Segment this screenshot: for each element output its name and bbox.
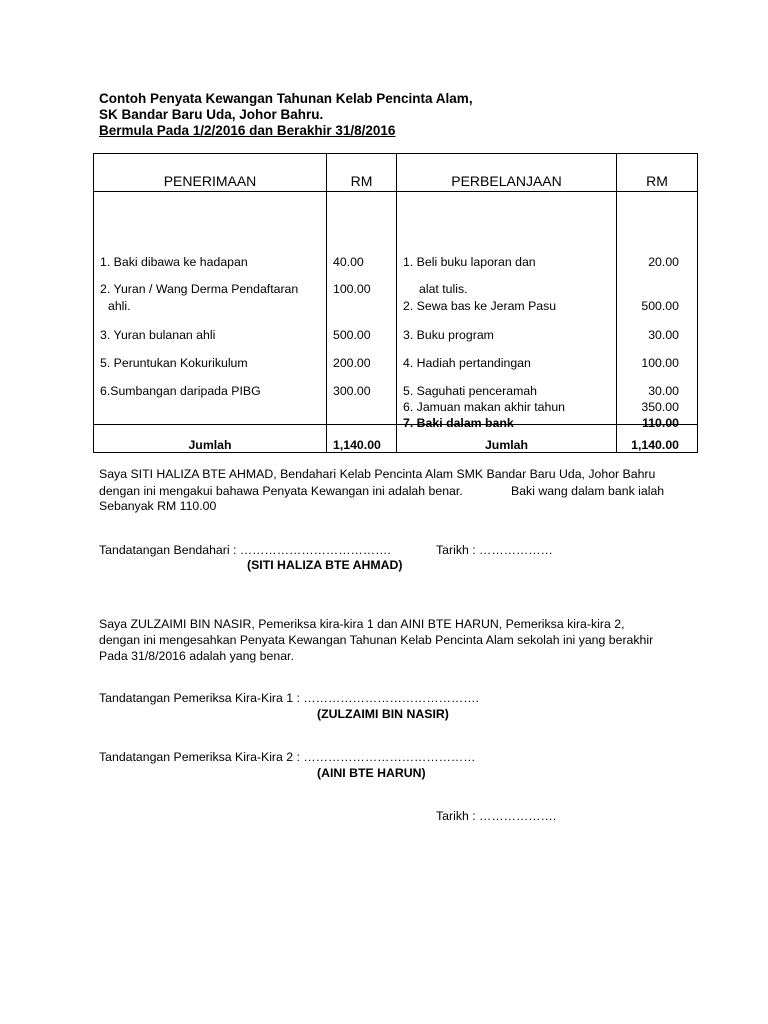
verification-line-1: Saya ZULZAIMI BIN NASIR, Pemeriksa kira-kira 1 dan AINI BTE HARUN, Pemeriksa kira-kira 2, — [99, 617, 625, 631]
table-header-row — [94, 154, 698, 192]
receipts-column — [94, 192, 327, 425]
expense-item: 5. Saguhati penceramah — [403, 384, 537, 398]
header-receipts: PENERIMAAN — [94, 154, 327, 192]
receipt-item: 5. Peruntukan Kokurikulum — [100, 356, 248, 370]
declaration-line-2a: dengan ini mengakui bahawa Penyata Kewangan ini adalah benar. — [99, 484, 463, 498]
header-rm-receipts: RM — [327, 154, 397, 192]
receipt-item: 1. Baki dibawa ke hadapan — [100, 255, 248, 269]
total-receipts: 1,140.00 — [327, 425, 397, 453]
auditor1-signature-line: Tandatangan Pemeriksa Kira-Kira 1 : ……………………………………. — [99, 691, 479, 705]
receipts-amount-column — [327, 192, 397, 425]
expenses-column — [397, 192, 617, 430]
receipt-item: 3. Yuran bulanan ahli — [100, 328, 216, 342]
expense-amount: 20.00 — [648, 255, 679, 269]
title-line-2: SK Bandar Baru Uda, Johor Bahru. — [99, 107, 324, 122]
expense-item: 2. Sewa bas ke Jeram Pasu — [403, 299, 557, 313]
total-label-expenses: Jumlah — [397, 425, 617, 453]
expense-amount: 30.00 — [648, 328, 679, 342]
declaration-line-3: Sebanyak RM 110.00 — [99, 499, 217, 513]
expense-item: 1. Beli buku laporan dan — [403, 255, 536, 269]
title-line-1: Contoh Penyata Kewangan Tahunan Kelab Pencinta Alam, — [99, 91, 473, 106]
treasurer-name: (SITI HALIZA BTE AHMAD) — [247, 558, 403, 572]
verification-line-2: dengan ini mengesahkan Penyata Kewangan Tahunan Kelab Pencinta Alam sekolah ini yang berakhir — [99, 633, 654, 647]
table-total-row — [94, 425, 698, 453]
financial-statement-table — [93, 153, 698, 453]
final-date-line: Tarikh : ………………. — [436, 809, 557, 823]
total-label-receipts: Jumlah — [94, 425, 327, 453]
expense-amount-bank-balance: 110.00 — [642, 416, 679, 430]
declaration-line-2b: Baki wang dalam bank ialah — [511, 484, 665, 498]
auditor1-name: (ZULZAIMI BIN NASIR) — [317, 707, 449, 721]
expense-item: 3. Buku program — [403, 328, 494, 342]
declaration-line-1: Saya SITI HALIZA BTE AHMAD, Bendahari Kelab Pencinta Alam SMK Bandar Baru Uda, Johor Bahru — [99, 467, 656, 481]
receipt-amount: 40.00 — [333, 255, 364, 269]
receipt-amount: 200.00 — [333, 356, 371, 370]
expenses-amount-column — [617, 192, 698, 430]
treasurer-signature-line: Tandatangan Bendahari : ………………………………. — [99, 543, 391, 557]
total-expenses: 1,140.00 — [617, 425, 698, 453]
receipt-amount: 500.00 — [333, 328, 371, 342]
receipt-item-cont: ahli. — [108, 299, 131, 313]
header-expenses: PERBELANJAAN — [397, 154, 617, 192]
expense-item-bank-balance: 7. Baki dalam bank — [403, 416, 514, 430]
receipt-amount: 100.00 — [333, 282, 371, 296]
receipt-amount: 300.00 — [333, 384, 371, 398]
expense-amount: 100.00 — [641, 356, 679, 370]
expense-amount: 30.00 — [648, 384, 679, 398]
auditor2-name: (AINI BTE HARUN) — [317, 766, 426, 780]
expense-item: 6. Jamuan makan akhir tahun — [403, 400, 566, 414]
verification-line-3: Pada 31/8/2016 adalah yang benar. — [99, 649, 294, 663]
expense-item: 4. Hadiah pertandingan — [403, 356, 531, 370]
title-period: Bermula Pada 1/2/2016 dan Berakhir 31/8/2016 — [99, 123, 396, 138]
header-rm-expenses: RM — [617, 154, 698, 192]
table-body-row — [94, 192, 698, 425]
treasurer-date-line: Tarikh : ……………… — [436, 543, 553, 557]
receipt-item: 2. Yuran / Wang Derma Pendaftaran — [100, 282, 299, 296]
expense-amount: 350.00 — [641, 400, 679, 414]
expense-item-cont: alat tulis. — [419, 282, 468, 296]
expense-amount: 500.00 — [641, 299, 679, 313]
receipt-item: 6.Sumbangan daripada PIBG — [100, 384, 261, 398]
auditor2-signature-line: Tandatangan Pemeriksa Kira-Kira 2 : …………………………………… — [99, 750, 476, 764]
